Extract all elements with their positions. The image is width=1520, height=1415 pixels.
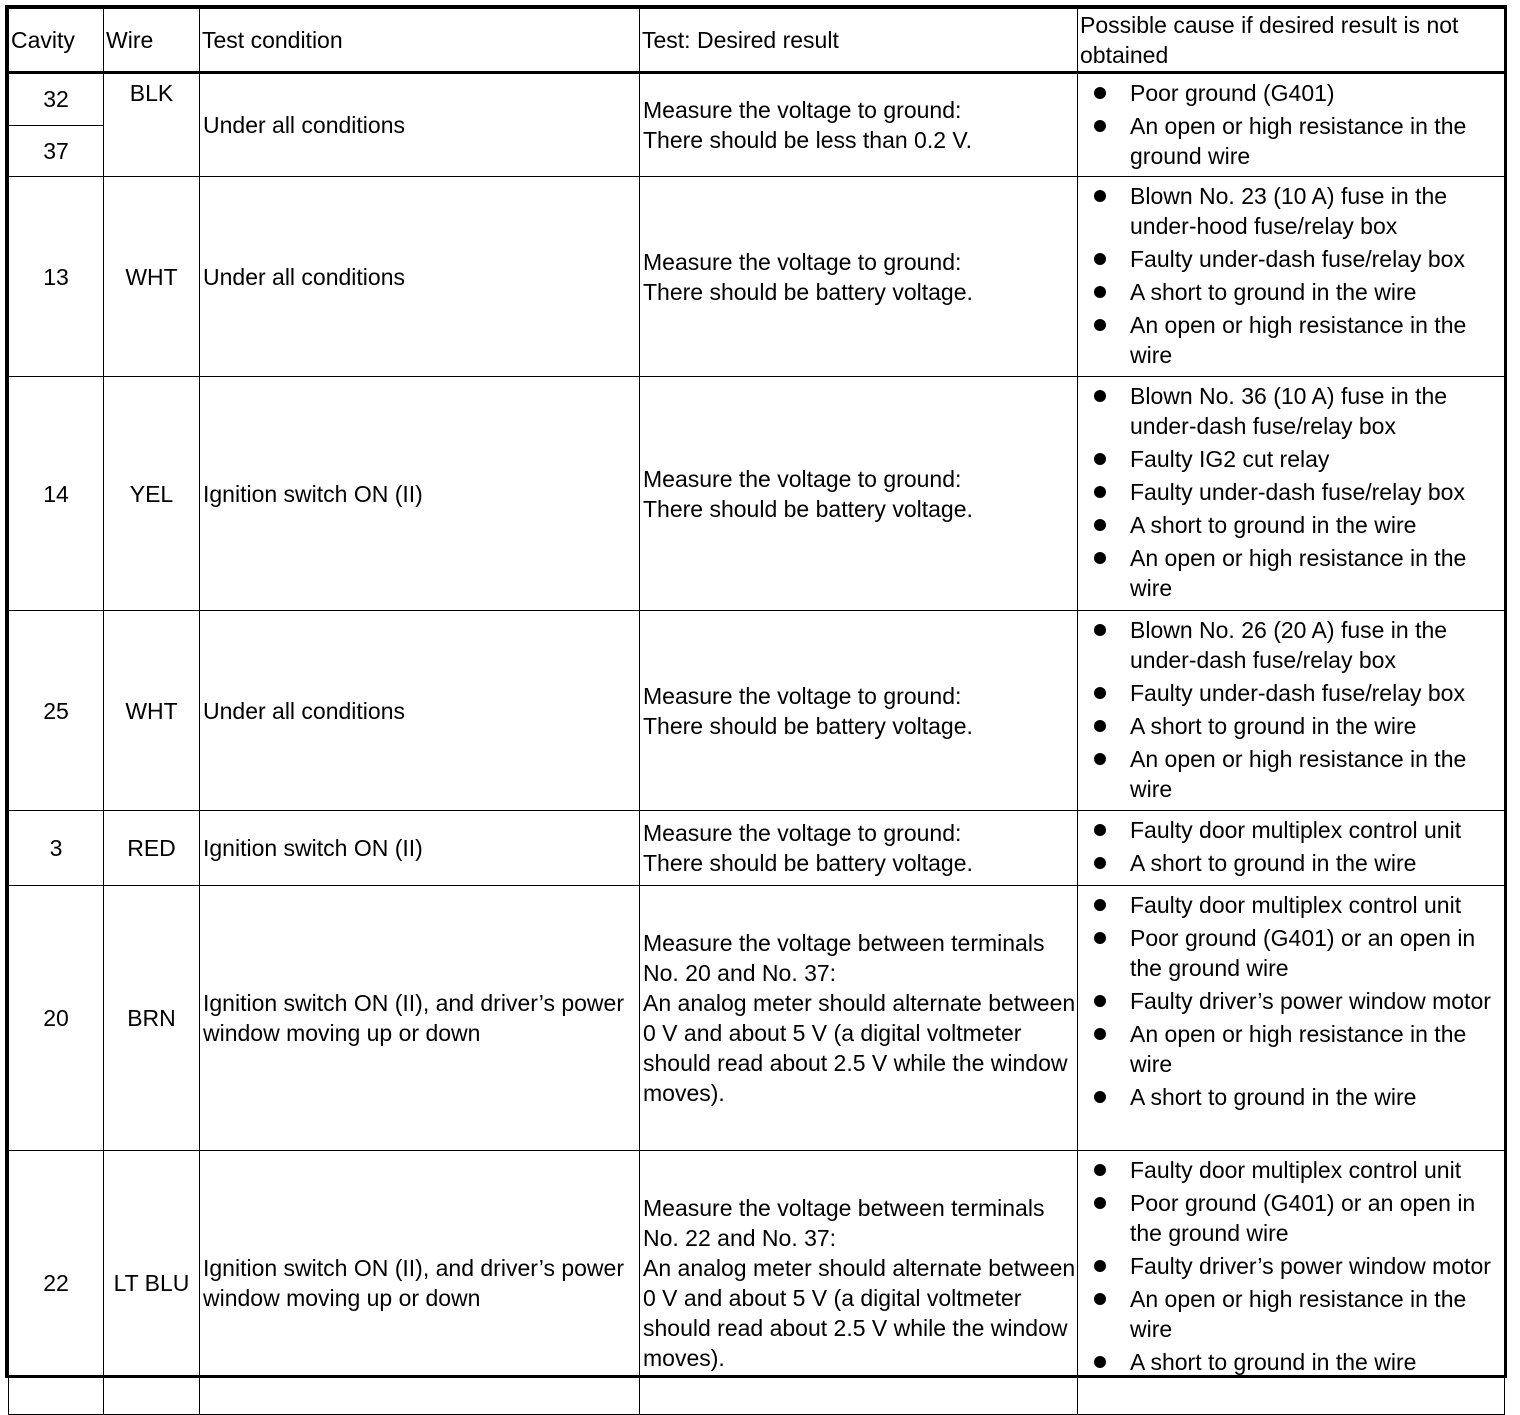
cause-item: A short to ground in the wire (1090, 711, 1502, 741)
condition-cell: Under all conditions (200, 73, 640, 177)
cause-list (1090, 78, 1502, 171)
cavity-cell: 20 (9, 886, 104, 1151)
result-text: Measure the voltage to ground: There should be battery voltage. (643, 820, 973, 876)
cause-list (1090, 615, 1502, 804)
result-text: Measure the voltage between terminals No. 22 and No. 37: An analog meter should alternate between 0 V and about 5 V (a digital voltmeter should read about 2.5 V while the window moves). (643, 1194, 1076, 1371)
result-text: Measure the voltage to ground: There should be battery voltage. (643, 682, 973, 739)
table-row (9, 811, 1505, 886)
result-text: Measure the voltage to ground: There should be battery voltage. (643, 465, 973, 522)
cause-item: Poor ground (G401) (1090, 78, 1502, 108)
cause-item: Blown No. 36 (10 A) fuse in the under-dash fuse/relay box (1090, 381, 1502, 441)
condition-cell: Under all conditions (200, 177, 640, 377)
cause-item: Poor ground (G401) or an open in the ground wire (1090, 1188, 1502, 1248)
cause-item: An open or high resistance in the ground wire (1090, 111, 1502, 171)
condition-cell: Ignition switch ON (II) (200, 377, 640, 611)
cavity-cell: 13 (9, 177, 104, 377)
cause-item: Poor ground (G401) or an open in the ground wire (1090, 923, 1502, 983)
result-cell (640, 886, 1078, 1151)
result-cell (640, 1151, 1078, 1415)
cause-cell (1078, 886, 1505, 1151)
cause-cell (1078, 611, 1505, 811)
cause-item: Faulty driver’s power window motor (1090, 1251, 1502, 1281)
cavity-cell: 37 (9, 125, 104, 176)
table-row (9, 377, 1505, 611)
header-cavity: Cavity (9, 9, 104, 73)
cause-item: Faulty driver’s power window motor (1090, 986, 1502, 1016)
cause-item: A short to ground in the wire (1090, 277, 1502, 307)
condition-cell: Ignition switch ON (II), and driver’s power window moving up or down (200, 1151, 640, 1415)
header-possible-cause: Possible cause if desired result is not obtained (1078, 9, 1505, 73)
condition-cell: Ignition switch ON (II), and driver’s power window moving up or down (200, 886, 640, 1151)
cause-item: Faulty under-dash fuse/relay box (1090, 678, 1502, 708)
wire-cell: RED (104, 811, 200, 886)
result-cell (640, 377, 1078, 611)
cause-item: A short to ground in the wire (1090, 848, 1502, 878)
cause-item: Faulty under-dash fuse/relay box (1090, 477, 1502, 507)
cause-item: Faulty IG2 cut relay (1090, 444, 1502, 474)
cause-item: Faulty door multiplex control unit (1090, 890, 1502, 920)
cause-item: Blown No. 26 (20 A) fuse in the under-dash fuse/relay box (1090, 615, 1502, 675)
header-test-condition: Test condition (200, 9, 640, 73)
cause-item: A short to ground in the wire (1090, 1082, 1502, 1112)
cause-item: Faulty door multiplex control unit (1090, 1155, 1502, 1185)
cause-cell (1078, 811, 1505, 886)
cause-cell (1078, 1151, 1505, 1415)
cause-item: An open or high resistance in the wire (1090, 1284, 1502, 1344)
cause-item: An open or high resistance in the wire (1090, 744, 1502, 804)
result-cell (640, 611, 1078, 811)
result-text: Measure the voltage to ground: There should be battery voltage. (643, 248, 973, 305)
table-row (9, 1151, 1505, 1415)
result-text: Measure the voltage between terminals No. 20 and No. 37: An analog meter should alternate between 0 V and about 5 V (a digital voltmeter should read about 2.5 V while the window moves). (643, 930, 1076, 1106)
cause-item: An open or high resistance in the wire (1090, 310, 1502, 370)
cause-list (1090, 890, 1502, 1112)
cause-item: Faulty under-dash fuse/relay box (1090, 244, 1502, 274)
table-row (9, 611, 1505, 811)
cavity-cell: 3 (9, 811, 104, 886)
header-row (9, 9, 1505, 73)
wire-cell: BLK (104, 73, 200, 177)
wire-cell: WHT (104, 177, 200, 377)
cavity-cell: 22 (9, 1151, 104, 1415)
cause-item: A short to ground in the wire (1090, 510, 1502, 540)
cavity-cell: 14 (9, 377, 104, 611)
result-cell (640, 73, 1078, 177)
cause-item: An open or high resistance in the wire (1090, 543, 1502, 603)
result-cell (640, 811, 1078, 886)
header-desired-result: Test: Desired result (640, 9, 1078, 73)
cause-list (1090, 815, 1502, 878)
table-row (9, 886, 1505, 1151)
cause-list (1090, 381, 1502, 603)
result-text: Measure the voltage to ground: There should be less than 0.2 V. (643, 97, 973, 153)
cause-item: A short to ground in the wire (1090, 1347, 1502, 1377)
wire-cell: YEL (104, 377, 200, 611)
cavity-cell: 32 (9, 73, 104, 126)
table-row (9, 73, 1505, 126)
wire-cell: WHT (104, 611, 200, 811)
result-cell (640, 177, 1078, 377)
cavity-cell: 25 (9, 611, 104, 811)
cause-item: An open or high resistance in the wire (1090, 1019, 1502, 1079)
condition-cell: Under all conditions (200, 611, 640, 811)
troubleshooting-table-frame (5, 5, 1507, 1378)
troubleshooting-table (8, 8, 1505, 1415)
header-wire: Wire (104, 9, 200, 73)
cause-cell (1078, 177, 1505, 377)
cause-list (1090, 1155, 1502, 1377)
cause-list (1090, 181, 1502, 370)
wire-cell: LT BLU (104, 1151, 200, 1415)
cause-cell (1078, 377, 1505, 611)
condition-cell: Ignition switch ON (II) (200, 811, 640, 886)
table-row (9, 177, 1505, 377)
cause-item: Faulty door multiplex control unit (1090, 815, 1502, 845)
cause-item: Blown No. 23 (10 A) fuse in the under-hood fuse/relay box (1090, 181, 1502, 241)
wire-cell: BRN (104, 886, 200, 1151)
cause-cell (1078, 73, 1505, 177)
